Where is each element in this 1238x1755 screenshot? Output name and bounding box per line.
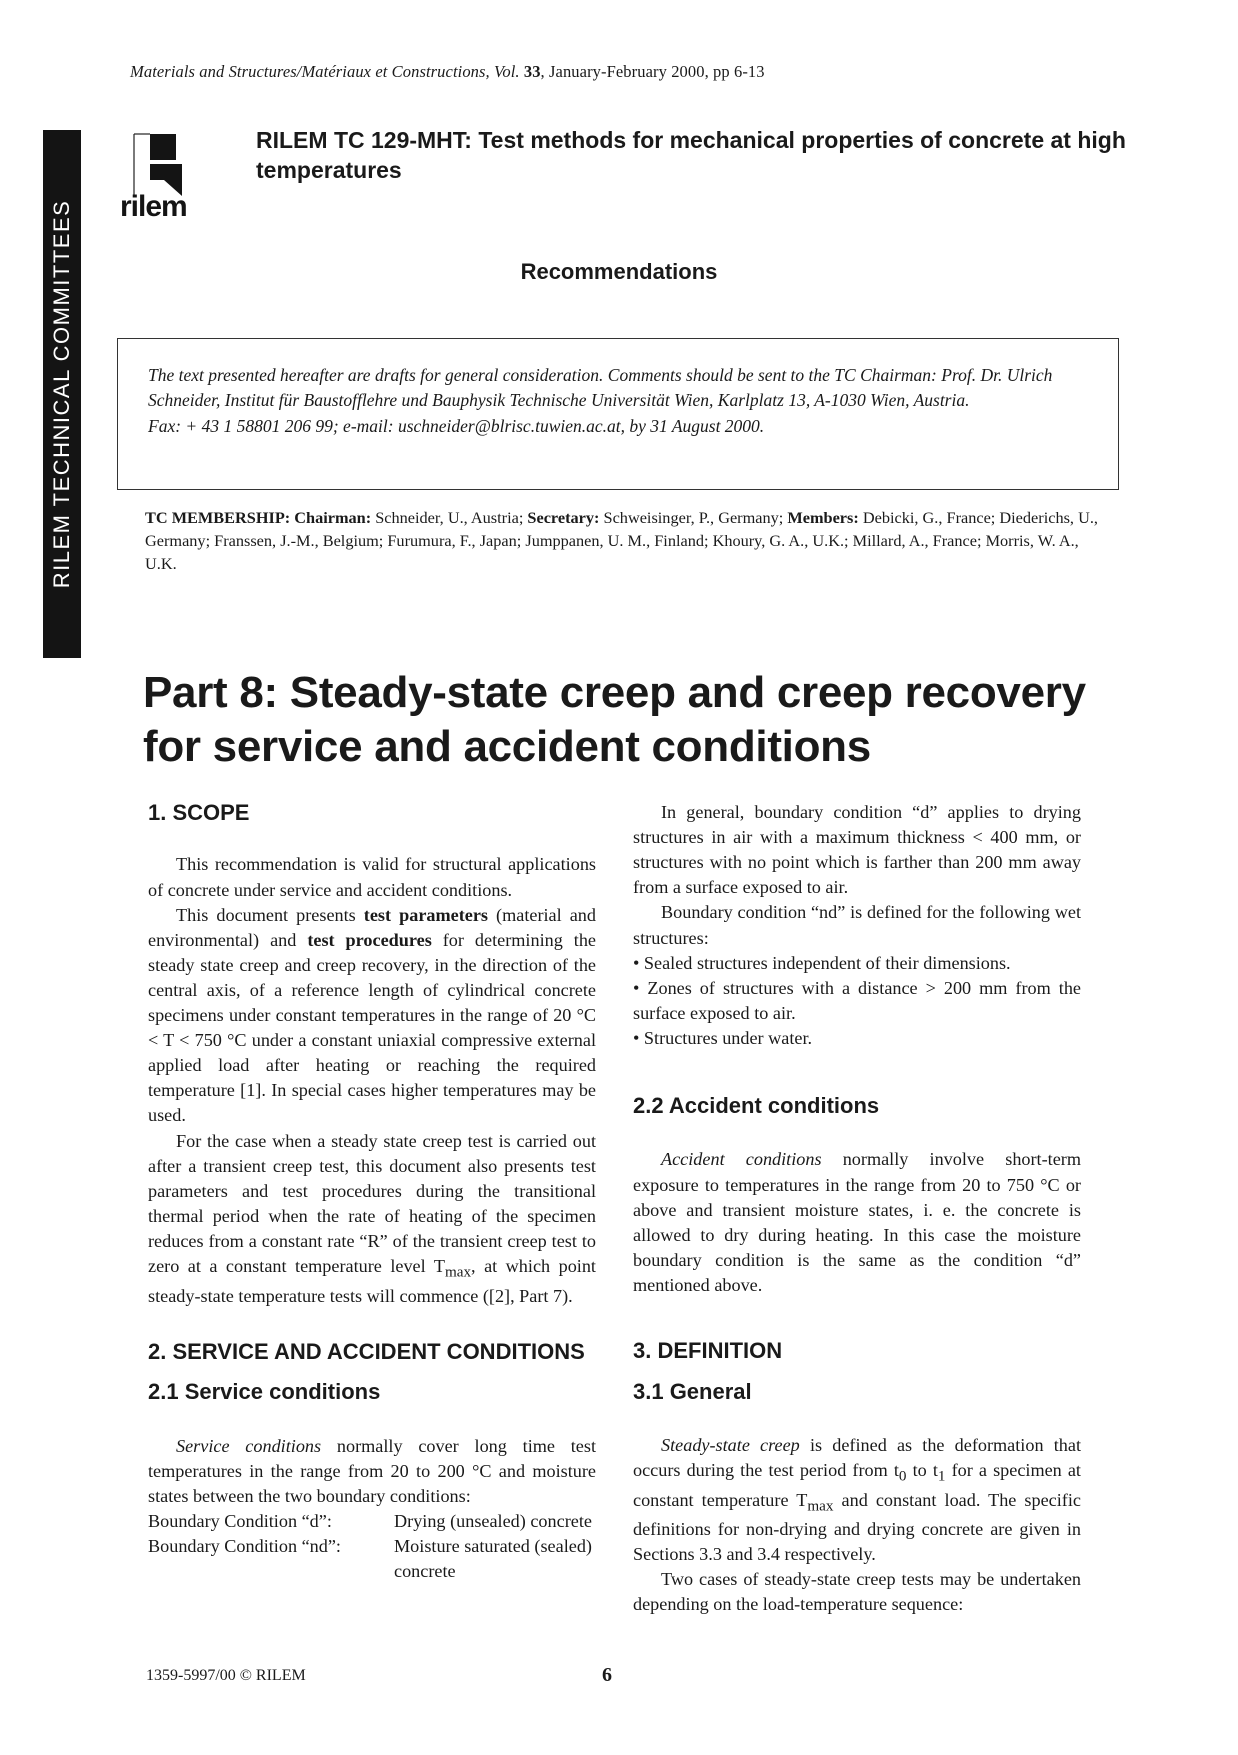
paragraph: In general, boundary condition “d” applies to drying structures in air with a maximum thickness < 400 mm, or structures with no point which is farther than 200 mm away from a surface exposed to air. [633,802,1081,898]
section-heading-scope: 1. SCOPE [148,800,250,825]
paragraph: This document presents test parameters (material and environmental) and test procedures for determining the steady state creep and creep recovery, in the direction of the central axis, of a reference length of cylindrical concrete specimens under constant temperatures in the range of 20 °C < T < 750 °C under a constant uniaxial compressive external applied load after heating or reaching the required temperature [1]. In special cases higher temperatures may be used. [148,904,596,1126]
part-title: Part 8: Steady-state creep and creep recovery for service and accident conditions [143,668,1086,771]
bullet-list [633,951,1081,1051]
secretary-name: Schweisinger, P., Germany; [599,508,788,527]
bold-term: test procedures [307,929,432,950]
right-column [633,800,1081,1618]
footer-issn: 1359-5997/00 © RILEM [146,1667,306,1684]
chairman-name: Schneider, U., Austria; [371,508,528,527]
section-heading-conditions: 2. SERVICE AND ACCIDENT CONDITIONS [148,1338,585,1364]
boundary-condition-nd: Boundary Condition “nd”: Moisture saturated (sealed) concrete [148,1536,592,1582]
subsection-heading-general: 3.1 General [633,1378,752,1404]
tc-membership [145,506,1105,575]
notice-line: The text presented hereafter are drafts for general consideration. Comments should be sent to the TC Chairman: Prof. Dr. Ulrich [148,365,1053,385]
paragraph: This recommendation is valid for structural applications of concrete under service and accident conditions. [148,854,596,900]
running-head [130,62,765,82]
logo-wordmark: rilem [120,190,187,222]
section-heading-definition: 3. DEFINITION [633,1338,783,1364]
paragraph: Service conditions normally cover long time test temperatures in the range from 20 to 200 °C and moisture states between the two boundary conditions: [148,1435,597,1506]
notice-line: Schneider, Institut für Baustofflehre und Bauphysik Technische Universität Wien, Karlplatz 13, A-1030 Wien, Austria. [148,390,970,411]
subsection-heading-accident: 2.2 Accident conditions [633,1093,880,1119]
paragraph: Steady-state creep is defined as the deformation that occurs during the test period from $t_0$ to $t_1$ for a specimen at constant temperature $T_{max}$ and constant load. The specific definitions for non-drying and drying concrete are given in Sections 3.3 and 3.4 respectively. [633,1434,1081,1565]
paragraph: Accident conditions normally involve short-term exposure to temperatures in the range from 20 to 750 °C or above and transient moisture states, i. e. the concrete is allowed to dry during heating. In this case the moisture boundary condition is the same as the condition “d” mentioned above. [633,1149,1081,1296]
list-item: • Zones of structures with a distance > 200 mm from the surface exposed to air. [633,977,1081,1023]
membership-label: TC MEMBERSHIP: [145,508,291,527]
list-item: • Sealed structures independent of their dimensions. [633,952,1011,973]
boundary-condition-d: Boundary Condition “d”: Drying (unsealed) concrete [148,1510,592,1531]
paragraph: Two cases of steady-state creep tests may be undertaken depending on the load-temperature sequence: [633,1569,1081,1615]
volume-number: 33 [523,62,541,81]
subsection-heading-service: 2.1 Service conditions [148,1379,381,1405]
bold-term: test parameters [363,904,488,925]
paragraph: For the case when a steady state creep test is carried out after a transient creep test, this document also presents test parameters and test procedures during the transitional thermal period when the rate of heating of the specimen reduces from a constant rate “R” of the transient creep test to zero at a constant temperature level $T_{max}$, at which point steady-state temperature tests will commence ([2], Part 7). [148,1130,596,1306]
notice-text [148,363,1098,439]
notice-box [117,338,1119,490]
secretary-label: Secretary: [527,508,600,527]
recommendations-heading: Recommendations [520,259,718,284]
members-list: Debicki, G., France; Diederichs, U., Germany; Franssen, J.-M., Belgium; Furumura, F., Japan; Jumppanen, U. M., Finland; Khoury, G. A., U.K.; Millard, A., France; Morris, W. A., U.K. [145,508,1098,574]
side-bar [43,130,81,658]
list-item: • Structures under water. [633,1027,813,1048]
page-number: 6 [602,1664,612,1686]
journal-name: Materials and Structures/Matériaux et Constructions, Vol. [130,62,520,81]
rilem-logo [120,130,240,222]
committee-title: RILEM TC 129-MHT: Test methods for mechanical properties of concrete at high temperatures [256,127,1126,183]
paragraph: Boundary condition “nd” is defined for the following wet structures: [633,902,1081,948]
chairman-label: Chairman: [294,508,372,527]
left-column [148,800,596,1584]
issue-pages: , January-February 2000, pp 6-13 [540,62,765,81]
side-bar-text: RILEM TECHNICAL COMMITTEES [49,199,74,589]
members-label: Members: [787,508,859,527]
notice-line: Fax: + 43 1 58801 206 99; e-mail: uschneider@blrisc.tuwien.ac.at, by 31 August 2000. [148,415,765,436]
